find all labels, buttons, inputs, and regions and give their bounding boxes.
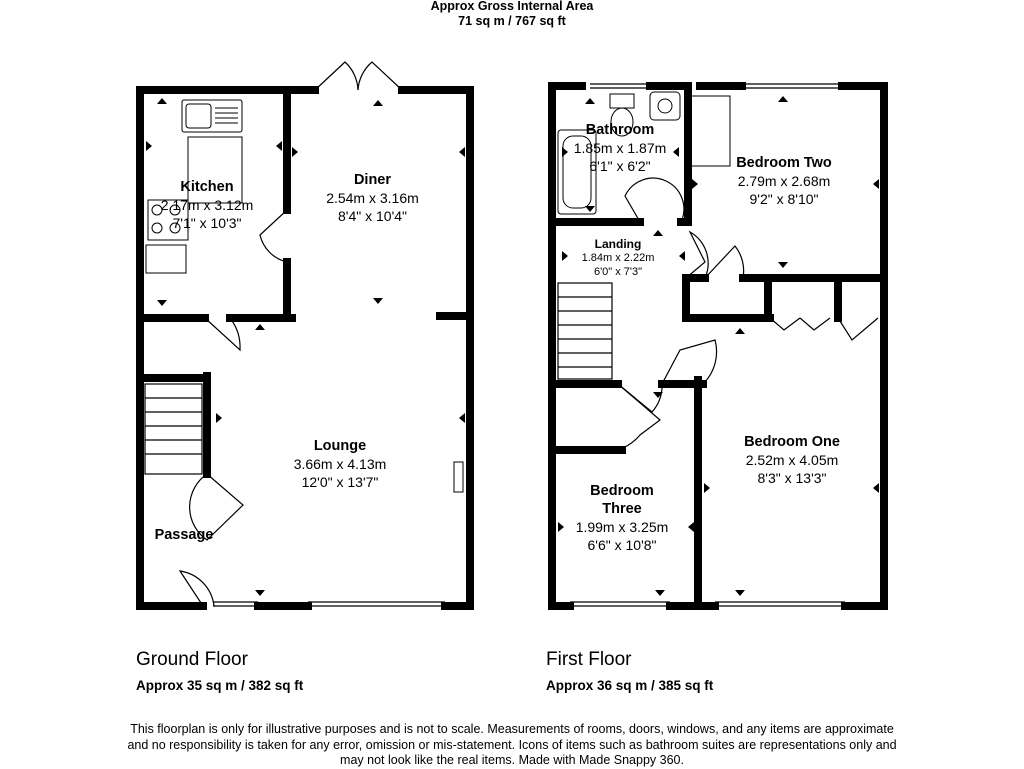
room-name: Kitchen xyxy=(180,179,234,195)
room-landing xyxy=(566,237,670,279)
ground-floor-area: Approx 35 sq m / 382 sq ft xyxy=(136,678,304,693)
room-imperial: 8'4" x 10'4" xyxy=(338,208,407,224)
room-kitchen xyxy=(132,178,282,232)
room-bedroom-one xyxy=(712,433,872,487)
room-name: Diner xyxy=(353,172,392,188)
first-floor-area: Approx 36 sq m / 385 sq ft xyxy=(546,678,714,693)
disclaimer-line: This floorplan is only for illustrative purposes and is not to scale. Measurements of rooms, doors, windows, and any items are approximate xyxy=(130,722,894,736)
room-imperial: 6'6" x 10'8" xyxy=(587,537,657,553)
kitchen-fittings xyxy=(146,100,463,492)
room-name: Lounge xyxy=(313,438,367,454)
room-diner xyxy=(290,171,455,225)
stairs-first xyxy=(558,283,612,379)
room-name: Bedroom Two xyxy=(736,155,832,171)
room-imperial: 6'1" x 6'2" xyxy=(589,158,651,174)
ground-floor-title: Ground Floor xyxy=(136,649,248,670)
disclaimer xyxy=(60,722,964,769)
room-metric: 2.17m x 3.12m xyxy=(160,197,254,213)
room-metric: 2.79m x 2.68m xyxy=(737,173,831,189)
room-imperial: 8'3" x 13'3" xyxy=(757,470,827,486)
room-name: Landing xyxy=(594,237,642,251)
room-lounge xyxy=(250,437,430,491)
room-name-line2: Three xyxy=(602,501,642,517)
room-bedroom-three xyxy=(562,482,682,554)
stairs-ground xyxy=(145,384,202,474)
first-floor-title: First Floor xyxy=(546,649,632,670)
room-metric: 1.99m x 3.25m xyxy=(575,519,669,535)
room-passage xyxy=(145,526,223,544)
room-name: Bedroom One xyxy=(744,434,840,450)
room-imperial: 7'1" x 10'3" xyxy=(172,215,242,231)
room-imperial: 6'0" x 7'3" xyxy=(593,266,643,278)
disclaimer-line: and no responsibility is taken for any error, omission or mis-statement. Icons of items such as bathroom suites are representations only and xyxy=(127,737,897,752)
room-metric: 2.52m x 4.05m xyxy=(745,452,839,468)
room-metric: 1.85m x 1.87m xyxy=(573,140,667,156)
room-metric: 3.66m x 4.13m xyxy=(293,456,387,472)
room-imperial: 12'0" x 13'7" xyxy=(301,474,379,490)
area-heading: Approx Gross Internal Area xyxy=(430,0,594,13)
disclaimer-line: may not look like the real items. Made with Made Snappy 360. xyxy=(340,753,684,767)
room-name: Bedroom xyxy=(590,483,654,499)
room-bedroom-two xyxy=(712,154,856,208)
room-metric: 1.84m x 2.22m xyxy=(581,252,655,264)
room-name: Passage xyxy=(154,527,214,543)
room-name: Bathroom xyxy=(585,122,655,138)
room-bathroom xyxy=(560,121,680,175)
total-area: 71 sq m / 767 sq ft xyxy=(458,14,566,28)
room-imperial: 9'2" x 8'10" xyxy=(749,191,819,207)
room-metric: 2.54m x 3.16m xyxy=(326,190,419,206)
